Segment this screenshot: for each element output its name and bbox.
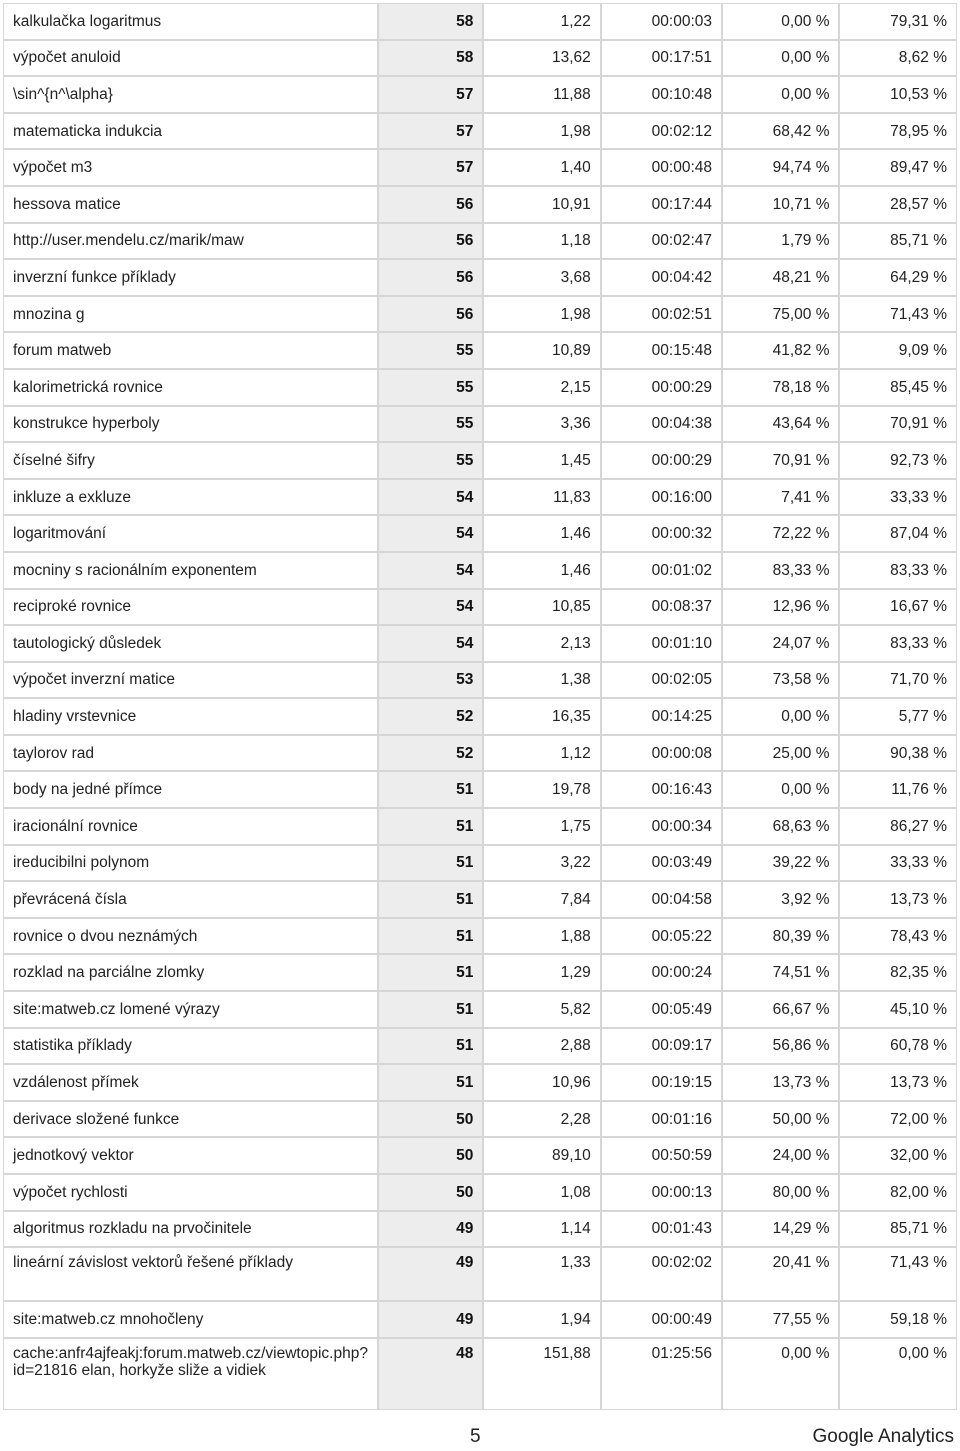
pages-per-visit-cell: 2,15 <box>484 370 599 405</box>
visits-cell: 52 <box>379 736 482 771</box>
pages-per-visit-cell: 1,46 <box>484 516 599 551</box>
avg-duration-cell: 00:00:03 <box>602 4 721 39</box>
bounce-rate-cell: 83,33 % <box>840 626 956 661</box>
avg-duration-cell: 00:10:48 <box>602 77 721 112</box>
table-row <box>4 772 956 807</box>
pages-per-visit-cell: 1,46 <box>484 553 599 588</box>
avg-duration-cell: 00:08:37 <box>602 590 721 625</box>
new-visits-cell: 25,00 % <box>723 736 838 771</box>
new-visits-cell: 39,22 % <box>723 846 838 881</box>
visits-cell: 54 <box>379 516 482 551</box>
table-row <box>4 1248 956 1300</box>
visits-cell: 55 <box>379 333 482 368</box>
pages-per-visit-cell: 11,88 <box>484 77 599 112</box>
visits-cell: 49 <box>379 1248 482 1300</box>
bounce-rate-cell: 78,43 % <box>840 919 956 954</box>
avg-duration-cell: 00:04:58 <box>602 882 721 917</box>
visits-cell: 52 <box>379 699 482 734</box>
pages-per-visit-cell: 1,29 <box>484 955 599 990</box>
new-visits-cell: 78,18 % <box>723 370 838 405</box>
table-row <box>4 1138 956 1173</box>
new-visits-cell: 68,42 % <box>723 114 838 149</box>
pages-per-visit-cell: 3,68 <box>484 260 599 295</box>
keyword-cell: site:matweb.cz lomené výrazy <box>4 992 377 1027</box>
pages-per-visit-cell: 1,12 <box>484 736 599 771</box>
table-row <box>4 846 956 881</box>
new-visits-cell: 80,39 % <box>723 919 838 954</box>
bounce-rate-cell: 11,76 % <box>840 772 956 807</box>
table-body <box>4 4 956 1409</box>
pages-per-visit-cell: 1,94 <box>484 1302 599 1337</box>
pages-per-visit-cell: 2,88 <box>484 1029 599 1064</box>
keyword-cell: inkluze a exkluze <box>4 480 377 515</box>
pages-per-visit-cell: 10,85 <box>484 590 599 625</box>
pages-per-visit-cell: 1,40 <box>484 150 599 185</box>
bounce-rate-cell: 92,73 % <box>840 443 956 478</box>
avg-duration-cell: 00:17:44 <box>602 187 721 222</box>
avg-duration-cell: 00:14:25 <box>602 699 721 734</box>
avg-duration-cell: 00:05:22 <box>602 919 721 954</box>
page-footer <box>0 1424 960 1451</box>
table-row <box>4 407 956 442</box>
keyword-cell: iracionální rovnice <box>4 809 377 844</box>
new-visits-cell: 56,86 % <box>723 1029 838 1064</box>
keyword-cell: derivace složené funkce <box>4 1102 377 1137</box>
pages-per-visit-cell: 151,88 <box>484 1339 599 1409</box>
avg-duration-cell: 00:02:05 <box>602 663 721 698</box>
new-visits-cell: 0,00 % <box>723 1339 838 1409</box>
pages-per-visit-cell: 2,13 <box>484 626 599 661</box>
pages-per-visit-cell: 1,75 <box>484 809 599 844</box>
bounce-rate-cell: 5,77 % <box>840 699 956 734</box>
keyword-cell: výpočet anuloid <box>4 41 377 76</box>
pages-per-visit-cell: 13,62 <box>484 41 599 76</box>
keyword-cell: cache:anfr4ajfeakj:forum.matweb.cz/viewtopic.php?id=21816 elan, horkyže sliže a vidiek <box>4 1339 377 1409</box>
bounce-rate-cell: 60,78 % <box>840 1029 956 1064</box>
avg-duration-cell: 00:00:13 <box>602 1175 721 1210</box>
visits-cell: 51 <box>379 919 482 954</box>
new-visits-cell: 83,33 % <box>723 553 838 588</box>
pages-per-visit-cell: 10,91 <box>484 187 599 222</box>
keyword-cell: vzdálenost přímek <box>4 1065 377 1100</box>
table-row <box>4 260 956 295</box>
new-visits-cell: 0,00 % <box>723 77 838 112</box>
avg-duration-cell: 00:01:10 <box>602 626 721 661</box>
table-row <box>4 150 956 185</box>
visits-cell: 49 <box>379 1212 482 1247</box>
keyword-cell: kalorimetrická rovnice <box>4 370 377 405</box>
table-row <box>4 809 956 844</box>
visits-cell: 56 <box>379 187 482 222</box>
new-visits-cell: 75,00 % <box>723 297 838 332</box>
table-row <box>4 41 956 76</box>
keyword-cell: výpočet inverzní matice <box>4 663 377 698</box>
new-visits-cell: 48,21 % <box>723 260 838 295</box>
keyword-report-table <box>2 2 958 1411</box>
table-row <box>4 516 956 551</box>
pages-per-visit-cell: 10,96 <box>484 1065 599 1100</box>
pages-per-visit-cell: 1,33 <box>484 1248 599 1300</box>
bounce-rate-cell: 83,33 % <box>840 553 956 588</box>
table-row <box>4 333 956 368</box>
bounce-rate-cell: 72,00 % <box>840 1102 956 1137</box>
new-visits-cell: 13,73 % <box>723 1065 838 1100</box>
avg-duration-cell: 00:04:38 <box>602 407 721 442</box>
visits-cell: 54 <box>379 626 482 661</box>
bounce-rate-cell: 85,71 % <box>840 224 956 259</box>
new-visits-cell: 43,64 % <box>723 407 838 442</box>
bounce-rate-cell: 85,45 % <box>840 370 956 405</box>
bounce-rate-cell: 13,73 % <box>840 1065 956 1100</box>
visits-cell: 54 <box>379 590 482 625</box>
pages-per-visit-cell: 2,28 <box>484 1102 599 1137</box>
visits-cell: 55 <box>379 443 482 478</box>
avg-duration-cell: 00:17:51 <box>602 41 721 76</box>
new-visits-cell: 0,00 % <box>723 772 838 807</box>
new-visits-cell: 12,96 % <box>723 590 838 625</box>
pages-per-visit-cell: 1,14 <box>484 1212 599 1247</box>
keyword-cell: ireducibilni polynom <box>4 846 377 881</box>
new-visits-cell: 94,74 % <box>723 150 838 185</box>
keyword-cell: rovnice o dvou neznámých <box>4 919 377 954</box>
pages-per-visit-cell: 7,84 <box>484 882 599 917</box>
visits-cell: 56 <box>379 224 482 259</box>
bounce-rate-cell: 85,71 % <box>840 1212 956 1247</box>
keyword-cell: převrácená čísla <box>4 882 377 917</box>
new-visits-cell: 14,29 % <box>723 1212 838 1247</box>
keyword-cell: inverzní funkce příklady <box>4 260 377 295</box>
new-visits-cell: 0,00 % <box>723 41 838 76</box>
avg-duration-cell: 00:00:49 <box>602 1302 721 1337</box>
avg-duration-cell: 00:00:34 <box>602 809 721 844</box>
visits-cell: 55 <box>379 407 482 442</box>
pages-per-visit-cell: 1,98 <box>484 114 599 149</box>
pages-per-visit-cell: 5,82 <box>484 992 599 1027</box>
visits-cell: 51 <box>379 955 482 990</box>
new-visits-cell: 80,00 % <box>723 1175 838 1210</box>
new-visits-cell: 50,00 % <box>723 1102 838 1137</box>
visits-cell: 54 <box>379 553 482 588</box>
bounce-rate-cell: 78,95 % <box>840 114 956 149</box>
visits-cell: 51 <box>379 772 482 807</box>
avg-duration-cell: 00:00:32 <box>602 516 721 551</box>
new-visits-cell: 0,00 % <box>723 699 838 734</box>
avg-duration-cell: 01:25:56 <box>602 1339 721 1409</box>
table-row <box>4 992 956 1027</box>
avg-duration-cell: 00:15:48 <box>602 333 721 368</box>
visits-cell: 50 <box>379 1102 482 1137</box>
visits-cell: 51 <box>379 809 482 844</box>
table-row <box>4 699 956 734</box>
bounce-rate-cell: 64,29 % <box>840 260 956 295</box>
bounce-rate-cell: 9,09 % <box>840 333 956 368</box>
table-row <box>4 553 956 588</box>
visits-cell: 51 <box>379 1065 482 1100</box>
bounce-rate-cell: 71,70 % <box>840 663 956 698</box>
avg-duration-cell: 00:16:43 <box>602 772 721 807</box>
bounce-rate-cell: 32,00 % <box>840 1138 956 1173</box>
keyword-cell: http://user.mendelu.cz/marik/maw <box>4 224 377 259</box>
bounce-rate-cell: 82,35 % <box>840 955 956 990</box>
visits-cell: 50 <box>379 1138 482 1173</box>
visits-cell: 58 <box>379 4 482 39</box>
keyword-cell: číselné šifry <box>4 443 377 478</box>
avg-duration-cell: 00:05:49 <box>602 992 721 1027</box>
avg-duration-cell: 00:19:15 <box>602 1065 721 1100</box>
keyword-cell: rozklad na parciálne zlomky <box>4 955 377 990</box>
table-row <box>4 114 956 149</box>
pages-per-visit-cell: 10,89 <box>484 333 599 368</box>
keyword-cell: mnozina g <box>4 297 377 332</box>
bounce-rate-cell: 0,00 % <box>840 1339 956 1409</box>
bounce-rate-cell: 71,43 % <box>840 297 956 332</box>
avg-duration-cell: 00:00:24 <box>602 955 721 990</box>
avg-duration-cell: 00:01:43 <box>602 1212 721 1247</box>
new-visits-cell: 7,41 % <box>723 480 838 515</box>
visits-cell: 58 <box>379 41 482 76</box>
keyword-cell: statistika příklady <box>4 1029 377 1064</box>
new-visits-cell: 24,07 % <box>723 626 838 661</box>
pages-per-visit-cell: 89,10 <box>484 1138 599 1173</box>
bounce-rate-cell: 8,62 % <box>840 41 956 76</box>
new-visits-cell: 74,51 % <box>723 955 838 990</box>
keyword-cell: body na jedné přímce <box>4 772 377 807</box>
table-row <box>4 187 956 222</box>
table-row <box>4 955 956 990</box>
avg-duration-cell: 00:09:17 <box>602 1029 721 1064</box>
keyword-cell: konstrukce hyperboly <box>4 407 377 442</box>
table-row <box>4 1212 956 1247</box>
new-visits-cell: 1,79 % <box>723 224 838 259</box>
keyword-cell: forum matweb <box>4 333 377 368</box>
keyword-cell: reciproké rovnice <box>4 590 377 625</box>
table-row <box>4 1302 956 1337</box>
visits-cell: 51 <box>379 1029 482 1064</box>
keyword-cell: jednotkový vektor <box>4 1138 377 1173</box>
pages-per-visit-cell: 1,98 <box>484 297 599 332</box>
table-row <box>4 77 956 112</box>
visits-cell: 55 <box>379 370 482 405</box>
bounce-rate-cell: 71,43 % <box>840 1248 956 1300</box>
avg-duration-cell: 00:02:02 <box>602 1248 721 1300</box>
keyword-cell: matematicka indukcia <box>4 114 377 149</box>
avg-duration-cell: 00:16:00 <box>602 480 721 515</box>
bounce-rate-cell: 10,53 % <box>840 77 956 112</box>
table-row <box>4 480 956 515</box>
bounce-rate-cell: 70,91 % <box>840 407 956 442</box>
table-row <box>4 297 956 332</box>
bounce-rate-cell: 79,31 % <box>840 4 956 39</box>
new-visits-cell: 20,41 % <box>723 1248 838 1300</box>
table-row <box>4 370 956 405</box>
bounce-rate-cell: 33,33 % <box>840 480 956 515</box>
visits-cell: 57 <box>379 150 482 185</box>
bounce-rate-cell: 16,67 % <box>840 590 956 625</box>
pages-per-visit-cell: 3,22 <box>484 846 599 881</box>
keyword-cell: lineární závislost vektorů řešené příklady <box>4 1248 377 1300</box>
visits-cell: 57 <box>379 114 482 149</box>
new-visits-cell: 10,71 % <box>723 187 838 222</box>
visits-cell: 53 <box>379 663 482 698</box>
bounce-rate-cell: 59,18 % <box>840 1302 956 1337</box>
keyword-cell: výpočet rychlosti <box>4 1175 377 1210</box>
bounce-rate-cell: 82,00 % <box>840 1175 956 1210</box>
visits-cell: 48 <box>379 1339 482 1409</box>
table-row <box>4 1065 956 1100</box>
bounce-rate-cell: 45,10 % <box>840 992 956 1027</box>
keyword-cell: hessova matice <box>4 187 377 222</box>
avg-duration-cell: 00:03:49 <box>602 846 721 881</box>
pages-per-visit-cell: 11,83 <box>484 480 599 515</box>
table-row <box>4 736 956 771</box>
avg-duration-cell: 00:00:29 <box>602 370 721 405</box>
pages-per-visit-cell: 1,88 <box>484 919 599 954</box>
keyword-cell: hladiny vrstevnice <box>4 699 377 734</box>
new-visits-cell: 72,22 % <box>723 516 838 551</box>
visits-cell: 56 <box>379 297 482 332</box>
bounce-rate-cell: 28,57 % <box>840 187 956 222</box>
table-row <box>4 1102 956 1137</box>
bounce-rate-cell: 86,27 % <box>840 809 956 844</box>
table-row <box>4 1029 956 1064</box>
avg-duration-cell: 00:50:59 <box>602 1138 721 1173</box>
bounce-rate-cell: 89,47 % <box>840 150 956 185</box>
visits-cell: 54 <box>379 480 482 515</box>
new-visits-cell: 0,00 % <box>723 4 838 39</box>
page-number: 5 <box>470 1426 481 1447</box>
avg-duration-cell: 00:04:42 <box>602 260 721 295</box>
pages-per-visit-cell: 19,78 <box>484 772 599 807</box>
bounce-rate-cell: 13,73 % <box>840 882 956 917</box>
avg-duration-cell: 00:01:16 <box>602 1102 721 1137</box>
new-visits-cell: 24,00 % <box>723 1138 838 1173</box>
table-row <box>4 626 956 661</box>
table-row <box>4 663 956 698</box>
bounce-rate-cell: 87,04 % <box>840 516 956 551</box>
keyword-cell: kalkulačka logaritmus <box>4 4 377 39</box>
brand-label: Google Analytics <box>812 1426 954 1447</box>
table-row <box>4 919 956 954</box>
avg-duration-cell: 00:00:29 <box>602 443 721 478</box>
visits-cell: 51 <box>379 882 482 917</box>
bounce-rate-cell: 90,38 % <box>840 736 956 771</box>
pages-per-visit-cell: 1,08 <box>484 1175 599 1210</box>
keyword-cell: algoritmus rozkladu na prvočinitele <box>4 1212 377 1247</box>
table-row <box>4 443 956 478</box>
keyword-cell: mocniny s racionálním exponentem <box>4 553 377 588</box>
visits-cell: 56 <box>379 260 482 295</box>
table-row <box>4 4 956 39</box>
avg-duration-cell: 00:02:12 <box>602 114 721 149</box>
avg-duration-cell: 00:02:51 <box>602 297 721 332</box>
table-row <box>4 882 956 917</box>
pages-per-visit-cell: 1,22 <box>484 4 599 39</box>
table-row <box>4 1175 956 1210</box>
keyword-cell: logaritmování <box>4 516 377 551</box>
visits-cell: 51 <box>379 846 482 881</box>
visits-cell: 51 <box>379 992 482 1027</box>
new-visits-cell: 77,55 % <box>723 1302 838 1337</box>
keyword-cell: výpočet m3 <box>4 150 377 185</box>
new-visits-cell: 73,58 % <box>723 663 838 698</box>
visits-cell: 49 <box>379 1302 482 1337</box>
keyword-cell: tautologický důsledek <box>4 626 377 661</box>
new-visits-cell: 66,67 % <box>723 992 838 1027</box>
pages-per-visit-cell: 16,35 <box>484 699 599 734</box>
new-visits-cell: 68,63 % <box>723 809 838 844</box>
table-row <box>4 224 956 259</box>
pages-per-visit-cell: 1,18 <box>484 224 599 259</box>
new-visits-cell: 3,92 % <box>723 882 838 917</box>
avg-duration-cell: 00:02:47 <box>602 224 721 259</box>
avg-duration-cell: 00:00:08 <box>602 736 721 771</box>
pages-per-visit-cell: 1,38 <box>484 663 599 698</box>
new-visits-cell: 41,82 % <box>723 333 838 368</box>
table-row <box>4 1339 956 1409</box>
bounce-rate-cell: 33,33 % <box>840 846 956 881</box>
keyword-cell: site:matweb.cz mnohočleny <box>4 1302 377 1337</box>
keyword-cell: taylorov rad <box>4 736 377 771</box>
keyword-cell: \sin^{n^\alpha} <box>4 77 377 112</box>
avg-duration-cell: 00:01:02 <box>602 553 721 588</box>
visits-cell: 50 <box>379 1175 482 1210</box>
visits-cell: 57 <box>379 77 482 112</box>
pages-per-visit-cell: 3,36 <box>484 407 599 442</box>
table-row <box>4 590 956 625</box>
avg-duration-cell: 00:00:48 <box>602 150 721 185</box>
new-visits-cell: 70,91 % <box>723 443 838 478</box>
pages-per-visit-cell: 1,45 <box>484 443 599 478</box>
